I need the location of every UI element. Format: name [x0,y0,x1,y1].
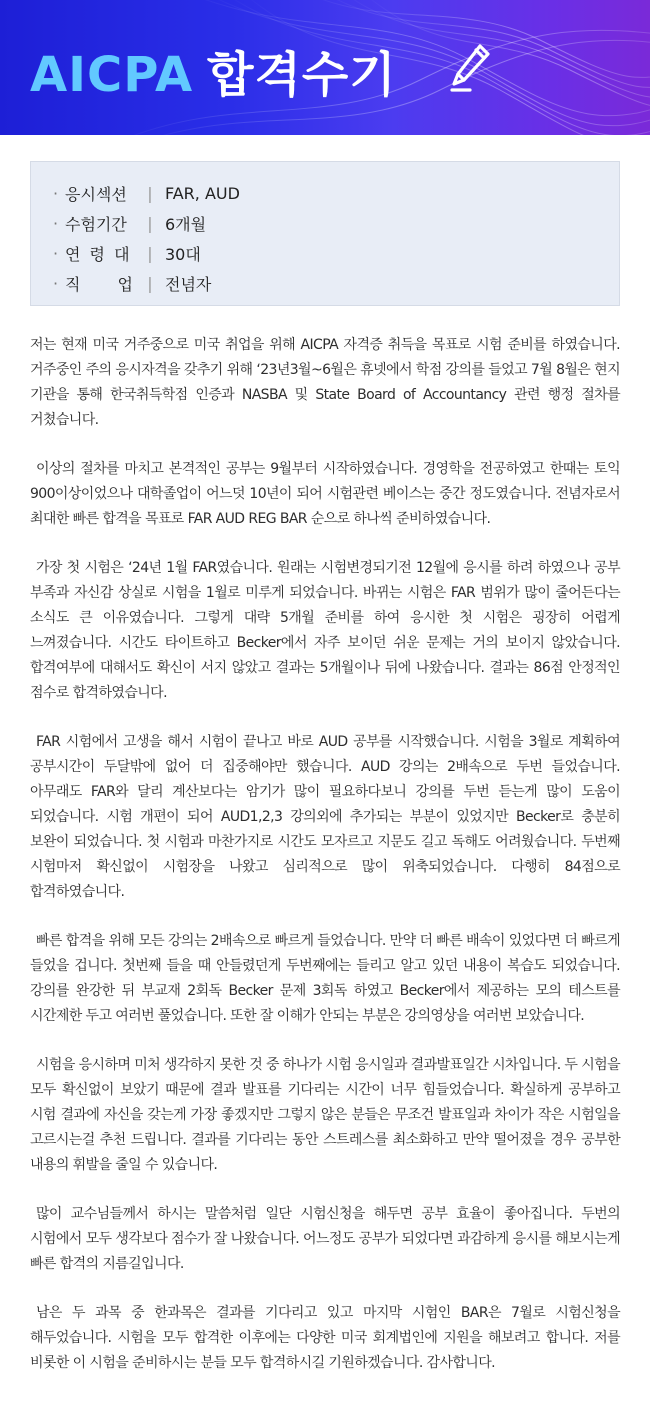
info-value: 6개월 [165,214,207,234]
paragraph: 빠른 합격을 위해 모든 강의는 2배속으로 빠르게 들었습니다. 만약 더 빠른 배속이 있었다면 더 빠르게 들었을 겁니다. 첫번째 들을 때 안들렸던게 두번째에는 들리고 알고 있던 내용이 복습도 되었습니다. 강의를 완강한 뒤 부교재 2회독 Becker 문제 3회독 하였고 Becker에서 제공하는 모의 테스트를 시간제한 두고 여러번 풀었습니다. 또한 잘 이해가 안되는 부분은 강의영상을 여러번 보았습니다. [30,933,620,1024]
bullet: · [53,243,59,263]
bullet: · [53,183,59,203]
info-row-period [53,208,619,238]
page-title-ko: 합격수기 [207,47,397,103]
applicant-info-box [30,161,620,306]
paragraph: 남은 두 과목 중 한과목은 결과를 기다리고 있고 마지막 시험인 BAR은 7월로 시험신청을 해두었습니다. 시험을 모두 합격한 이후에는 다양한 미국 회계법인에 지원을 해보려고 합니다. 저를 비롯한 이 시험을 준비하시는 분들 모두 합격하시길 기원하겠습니다. 감사합니다. [30,1305,620,1371]
paragraph: 시험을 응시하며 미처 생각하지 못한 것 중 하나가 시험 응시일과 결과발표일간 시차입니다. 두 시험을 모두 확신없이 보았기 때문에 결과 발표를 기다리는 시간이 너무 힘들었습니다. 확실하게 공부하고 시험 결과에 자신을 갖는게 가장 좋겠지만 그렇지 않은 분들은 무조건 발표일과 차이가 작은 시험일을 고르시는걸 추천 드립니다. 결과를 기다리는 동안 스트레스를 최소화하고 만약 떨어졌을 경우 공부한 내용의 휘발을 줄일 수 있습니다. [30,1057,620,1173]
info-label: 수험기간 [65,214,127,234]
info-label: 직 업 [65,274,133,294]
page-title [30,36,397,105]
separator: | [147,243,153,263]
separator: | [147,273,153,293]
info-label: 응시섹션 [65,184,127,204]
paragraph: 많이 교수님들께서 하시는 말씀처럼 일단 시험신청을 해두면 공부 효율이 좋아집니다. 두번의 시험에서 모두 생각보다 점수가 잘 나왔습니다. 어느정도 공부가 되었다면 과감하게 응시를 해보시는게 빠른 합격의 지름길입니다. [30,1206,620,1272]
pencil-icon [450,40,494,92]
info-row-section [53,178,619,208]
info-label: 연 령 대 [65,244,130,264]
bullet: · [53,273,59,293]
separator: | [147,213,153,233]
info-row-age [53,238,619,268]
info-row-job [53,268,619,298]
header-banner [0,0,650,135]
info-value: FAR, AUD [165,183,240,203]
article-body [30,333,620,1400]
page-title-en: AICPA [30,47,194,103]
paragraph: 이상의 절차를 마치고 본격적인 공부는 9월부터 시작하였습니다. 경영학을 전공하였고 한때는 토익 900이상이었으나 대학졸업이 어느덧 10년이 되어 시험관련 베이스는 중간 정도였습니다. 전념자로서 최대한 빠른 합격을 목표로 FAR AUD REG BAR 순으로 하나씩 준비하였습니다. [30,461,620,527]
bullet: · [53,213,59,233]
info-value: 전념자 [165,274,212,294]
paragraph: 가장 첫 시험은 ‘24년 1월 FAR였습니다. 원래는 시험변경되기전 12월에 응시를 하려 하였으나 공부 부족과 자신감 상실로 시험을 1월로 미루게 되었습니다. 바뀌는 시험은 FAR 범위가 많이 줄어든다는 소식도 큰 이유였습니다. 그렇게 대략 5개월 준비를 하여 응시한 첫 시험은 굉장히 어렵게 느껴졌습니다. 시간도 타이트하고 Becker에서 자주 보이던 쉬운 문제는 거의 보이지 않았습니다. 합격여부에 대해서도 확신이 서지 않았고 결과는 5개월이나 뒤에 나왔습니다. 결과는 86점 안정적인 점수로 합격하였습니다. [30,560,620,701]
info-value: 30대 [165,244,201,264]
paragraph: FAR 시험에서 고생을 해서 시험이 끝나고 바로 AUD 공부를 시작했습니다. 시험을 3월로 계획하여 공부시간이 두달밖에 없어 더 집중해야만 했습니다. AUD 강의는 2배속으로 두번 들었습니다. 아무래도 FAR와 달리 계산보다는 암기가 많이 필요하다보니 강의를 두번 듣는게 많이 도움이 되었습니다. 시험 개편이 되어 AUD1,2,3 강의외에 추가되는 부분이 있었지만 Becker로 충분히 보완이 되었습니다. 첫 시험과 마찬가지로 시간도 모자르고 지문도 길고 독해도 어려웠습니다. 두번째 시험마저 확신없이 시험장을 나왔고 심리적으로 많이 위축되었습니다. 다행히 84점으로 합격하였습니다. [30,734,620,900]
separator: | [147,183,153,203]
paragraph: 저는 현재 미국 거주중으로 미국 취업을 위해 AICPA 자격증 취득을 목표로 시험 준비를 하였습니다. 거주중인 주의 응시자격을 갖추기 위해 ‘23년3월~6월은 휴넷에서 학점 강의를 들었고 7월 8월은 현지 기관을 통해 한국취득학점 인증과 NASBA 및 State Board of Accountancy 관련 행정 절차를 거쳤습니다. [30,337,620,428]
